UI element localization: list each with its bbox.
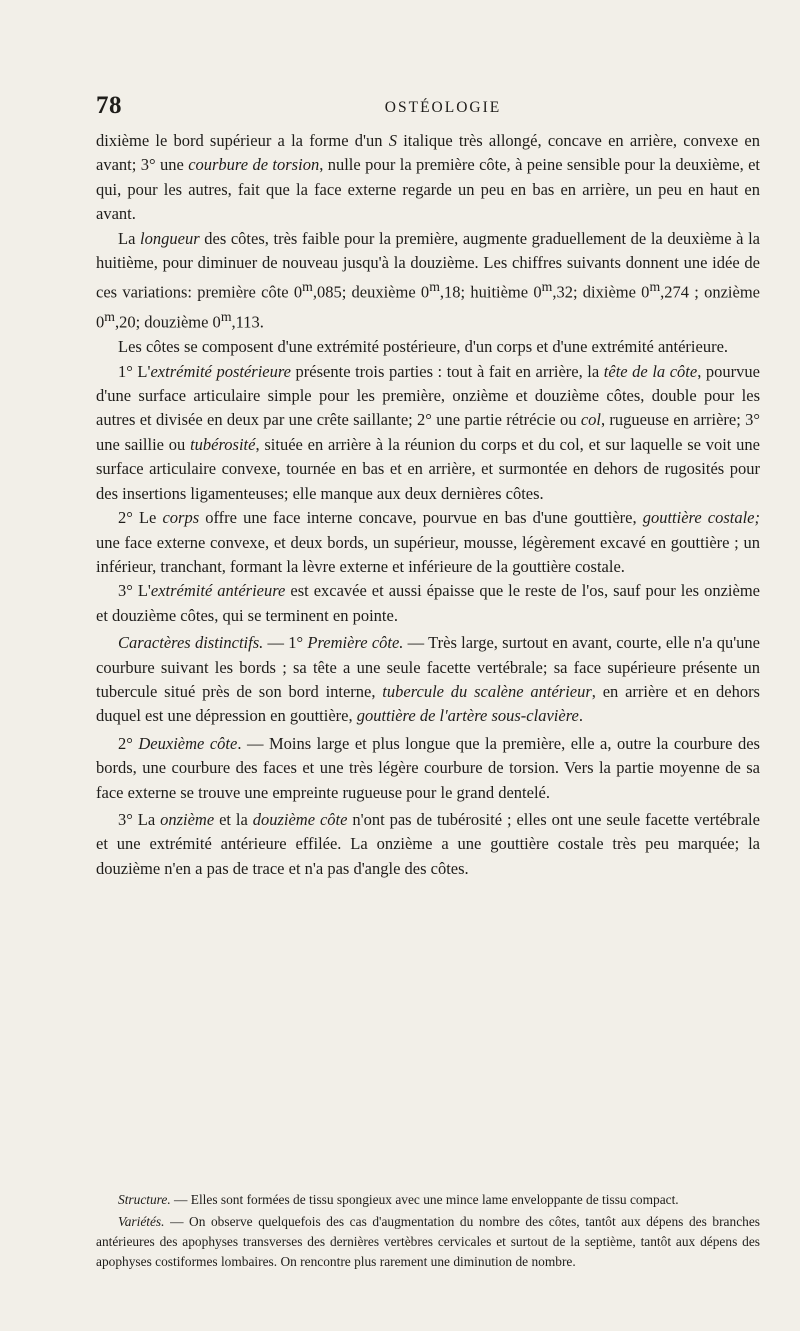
body-text xyxy=(96,129,760,881)
running-head xyxy=(96,92,760,122)
page-number: 78 xyxy=(96,92,122,119)
running-title: OSTÉOLOGIE xyxy=(384,99,502,116)
paragraph-courbures: dixième le bord supérieur a la forme d'un S italique très allongé, concave en arrière, convexe en avant; 3° une courbure de torsion, nulle pour la première côte, à peine sensible pour la deuxième, et qui, pour les autres, fait que la face externe regarde un peu en bas en arrière, un peu en haut en avant. xyxy=(96,131,760,224)
paragraph-extremite-posterieure: 1° L'extrémité postérieure présente trois parties : tout à fait en arrière, la tête de la côte, pourvue d'une surface articulaire simple pour les première, onzième et douzième côtes, double pour les autres et divisée en deux par une crête saillante; 2° une partie rétrécie ou col, rugueuse en arrière; 3° une saillie ou tubérosité, située en arrière à la réunion du corps et du col, et sur laquelle se voit une surface articulaire convexe, tournée en bas et en arrière, et surmontée en dehors de rugosités pour des insertions ligamenteuses; elle manque aux deux dernières côtes. xyxy=(96,361,760,503)
notes xyxy=(96,1190,760,1272)
paragraph-longueur: La longueur des côtes, très faible pour la première, augmente graduellement de la deuxième à la huitième, pour diminuer de nouveau jusqu'à la douzième. Les chiffres suivants donnent une idée de ces variations: première côte 0$^m$,085; deuxième 0$^m$,18; huitième 0$^m$,32; dixième 0$^m$,274 ; onzième 0$^m$,20; douzième 0$^m$,113. xyxy=(96,228,761,332)
paragraph-extremite-anterieure: 3° L'extrémité antérieure est excavée et aussi épaisse que le reste de l'os, sauf pour les onzième et douzième côtes, qui se terminent en pointe. xyxy=(96,581,760,625)
paragraph-premiere-cote: Caractères distinctifs. — 1° Première côte. — Très large, surtout en avant, courte, elle n'a qu'une courbure suivant les bords ; sa tête a une seule facette vertébrale; sa face supérieure présente un tubercule situé près de son bord interne, tubercule du scalène antérieur, en arrière et en dehors duquel est une dépression en gouttière, gouttière de l'artère sous-clavière. xyxy=(96,633,760,726)
paragraph-parties: Les côtes se composent d'une extrémité postérieure, d'un corps et d'une extrémité antérieure. xyxy=(118,337,729,357)
paragraph-onzieme-douzieme: 3° La onzième et la douzième côte n'ont pas de tubérosité ; elles ont une seule facette vertébrale et une extrémité antérieure effilée. La onzième a une gouttière costale très peu marquée; la douzième n'en a pas de trace et n'a pas d'angle des côtes. xyxy=(96,809,760,878)
note-varietes: Variétés. — On observe quelquefois des cas d'augmentation du nombre des côtes, tantôt aux dépens des branches antérieures des apophyses transverses des dernières vertèbres cervicales et surtout de la septième, tantôt aux dépens des apophyses costiformes lombaires. On rencontre plus rarement une diminution de nombre. xyxy=(96,1214,760,1269)
paragraph-corps: 2° Le corps offre une face interne concave, pourvue en bas d'une gouttière, gouttière costale; une face externe convexe, et deux bords, un supérieur, mousse, légèrement excavé en gouttière ; un inférieur, tranchant, formant la lèvre externe et inférieure de la gouttière costale. xyxy=(96,508,760,576)
paragraph-deuxieme-cote: 2° Deuxième côte. — Moins large et plus longue que la première, elle a, outre la courbure des bords, une courbure des faces et une très légère courbure de torsion. Vers la partie moyenne de sa face externe se trouve une empreinte rugueuse pour le grand dentelé. xyxy=(96,733,760,802)
note-structure: Structure. — Elles sont formées de tissu spongieux avec une mince lame enveloppante de tissu compact. xyxy=(118,1192,679,1207)
